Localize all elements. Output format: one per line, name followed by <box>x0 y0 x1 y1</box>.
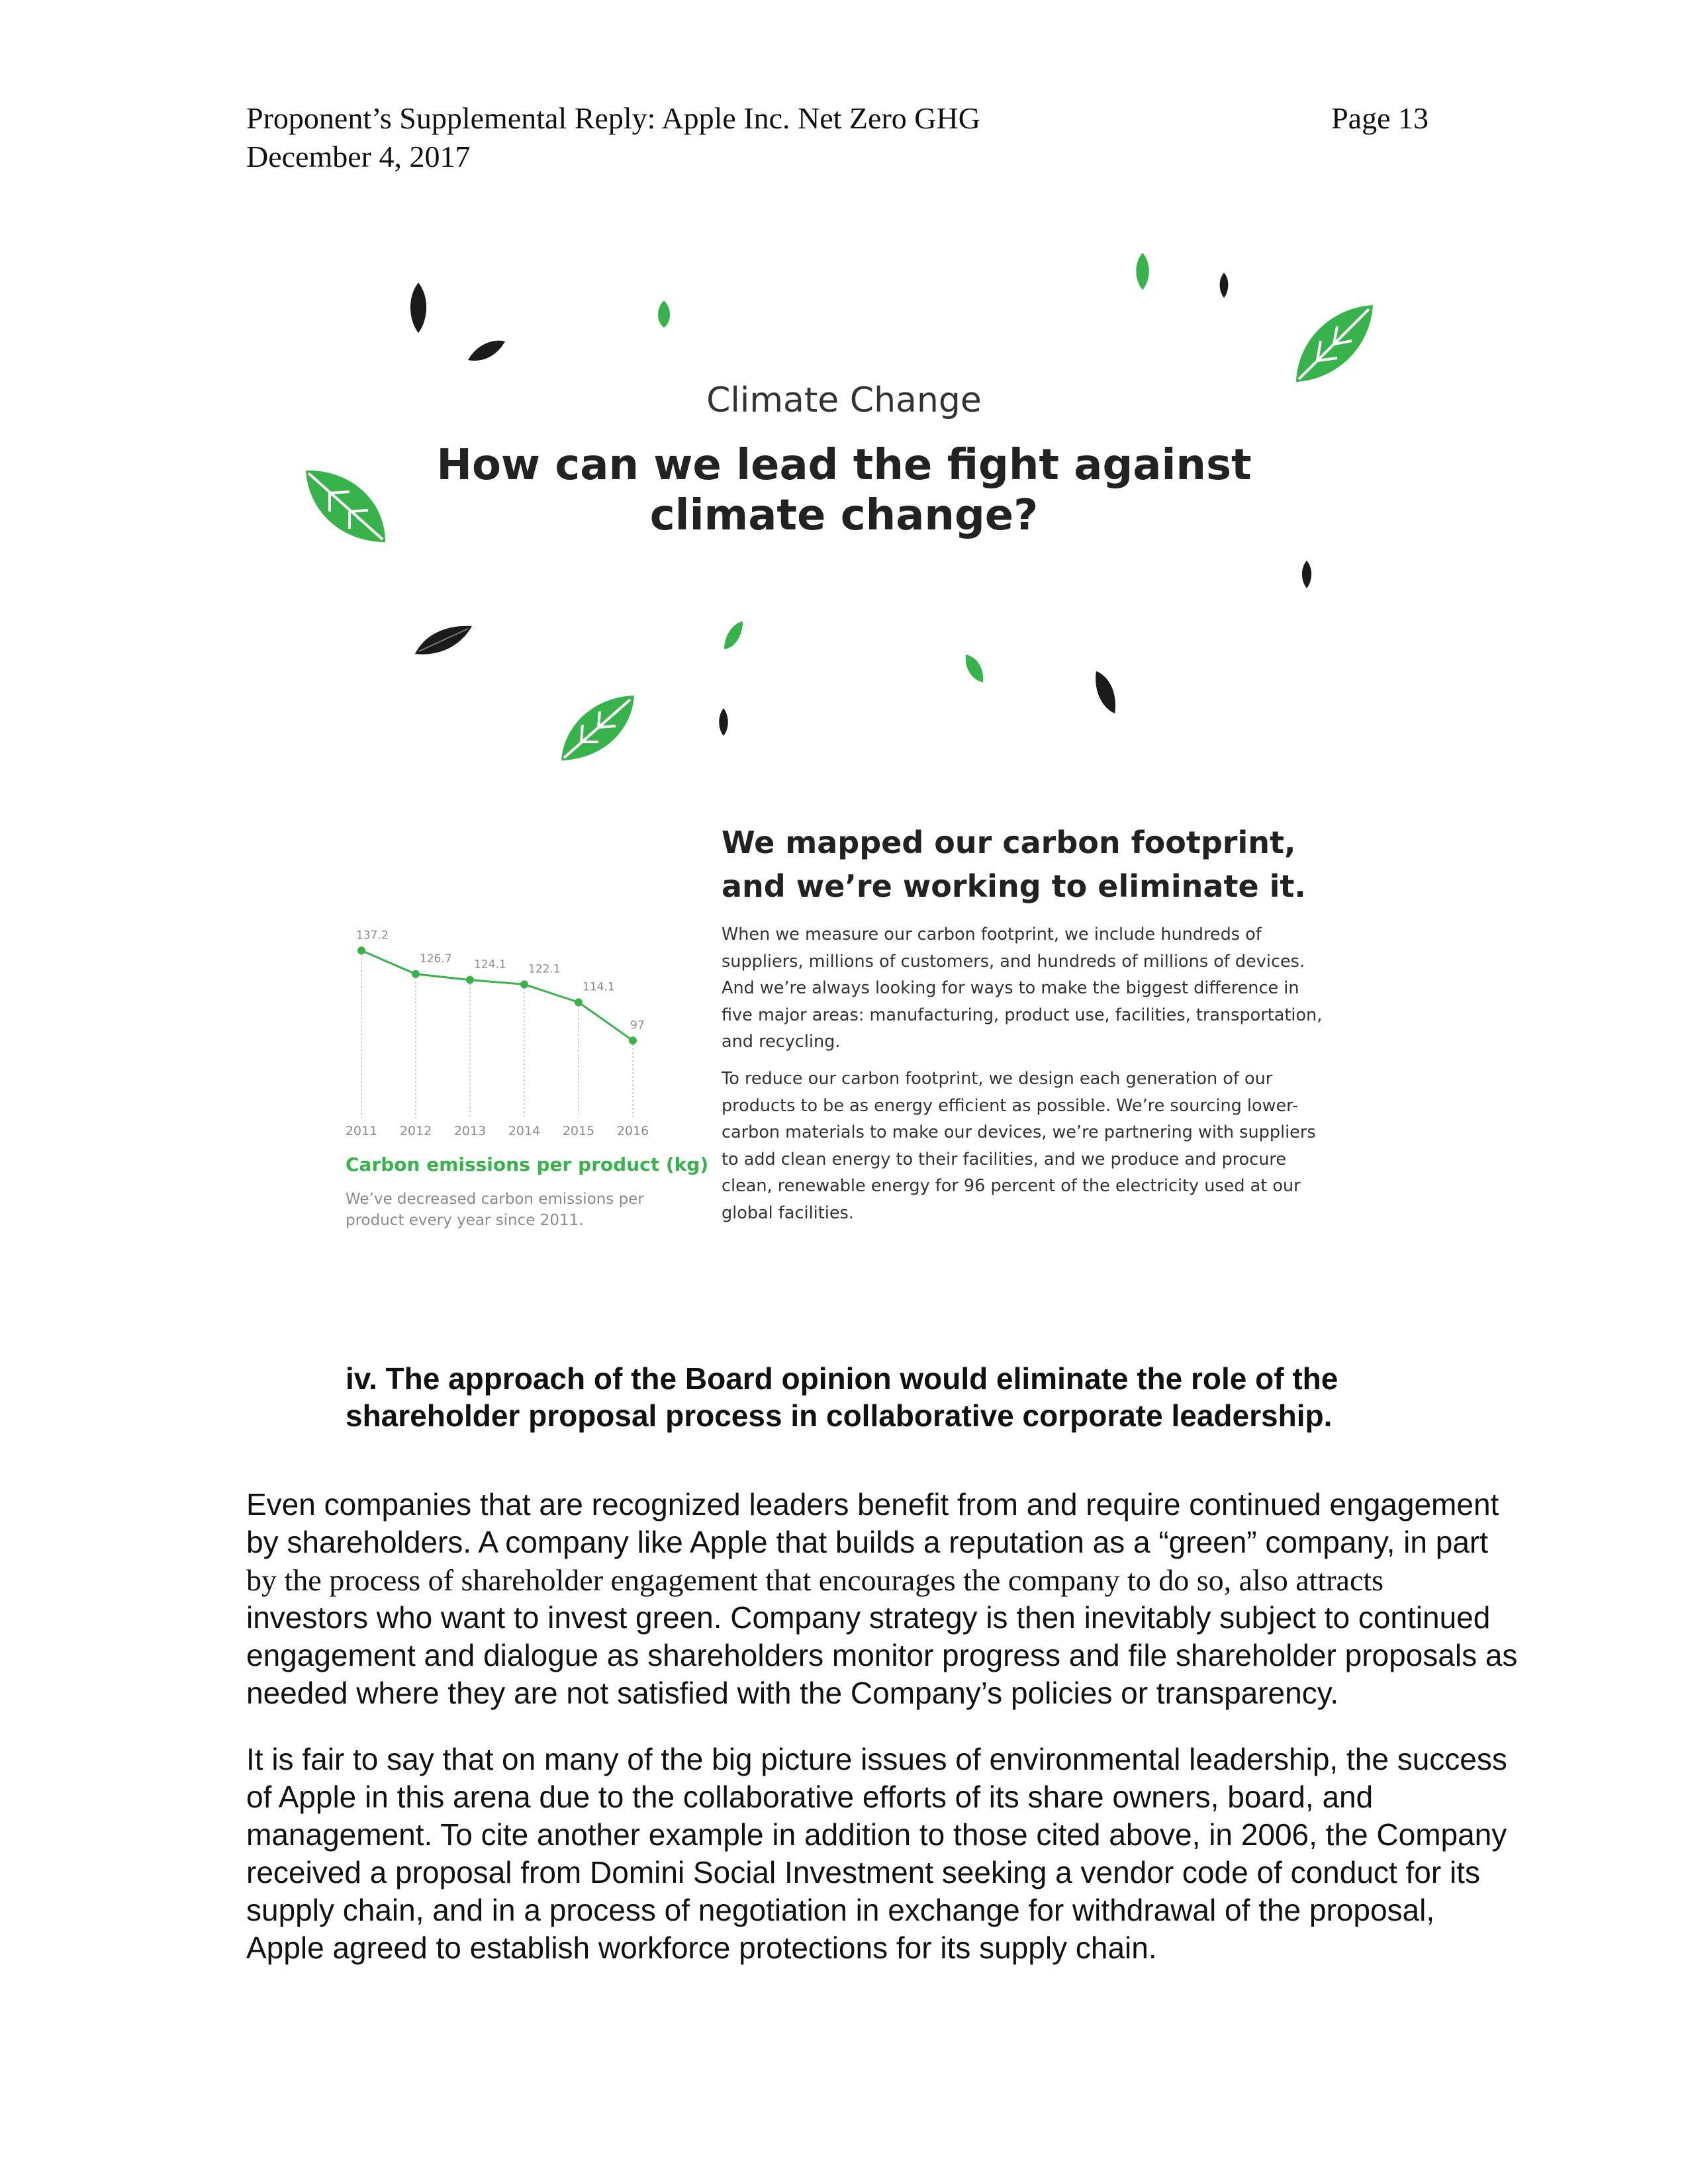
paragraph-line: engagement and dialogue as shareholders monitor progress and file shareholder proposals as <box>246 1638 1518 1672</box>
x-tick-label: 2012 <box>399 1124 432 1138</box>
data-label: 137.2 <box>356 929 389 942</box>
chart-caption-line: product every year since 2011. <box>346 1212 584 1229</box>
paragraph-line: To reduce our carbon footprint, we design each generation of our <box>722 1069 1273 1089</box>
carbon-emissions-chart <box>331 920 662 1138</box>
leaf-icon <box>1291 301 1377 387</box>
page-number: Page 13 <box>1331 101 1429 135</box>
data-point <box>629 1036 637 1044</box>
leaf-icon <box>557 692 637 764</box>
leaf-icon <box>722 619 745 652</box>
data-point <box>357 946 365 954</box>
leaf-icon <box>405 281 432 334</box>
x-tick-label: 2013 <box>453 1124 487 1138</box>
document-header <box>246 99 980 176</box>
chart-caption <box>346 1189 644 1231</box>
figure-paragraph-1 <box>722 921 1383 1056</box>
data-label: 97 <box>630 1019 645 1032</box>
leaf-icon <box>1299 559 1315 590</box>
paragraph-line: to add clean energy to their facilities, and we produce and procure <box>722 1149 1287 1169</box>
paragraph-line: and recycling. <box>722 1032 841 1052</box>
leaf-icon <box>1132 251 1153 291</box>
figure-section-title-line: We mapped our carbon footprint, <box>722 825 1296 860</box>
section-heading-line: iv. The approach of the Board opinion would eliminate the role of the <box>346 1361 1338 1396</box>
paragraph-line: carbon materials to make our devices, we’re partnering with suppliers <box>722 1122 1316 1142</box>
x-tick-label: 2014 <box>508 1124 541 1138</box>
data-label: 122.1 <box>528 962 561 976</box>
data-point <box>575 998 583 1006</box>
leaf-icon <box>467 338 506 364</box>
paragraph-line: It is fair to say that on many of the big picture issues of environmental leadership, the success <box>246 1742 1507 1776</box>
data-label: 114.1 <box>583 980 615 994</box>
document-date: December 4, 2017 <box>246 140 471 173</box>
section-heading-line: shareholder proposal process in collaborative corporate leadership. <box>346 1398 1333 1433</box>
figure-kicker: Climate Change <box>706 381 982 420</box>
paragraph-line: suppliers, millions of customers, and hundreds of millions of devices. <box>722 951 1305 972</box>
x-tick-label: 2011 <box>345 1124 378 1138</box>
body-paragraph-2 <box>246 1741 1507 1967</box>
figure-section-title-line: and we’re working to eliminate it. <box>722 868 1306 904</box>
paragraph-line: products to be as energy efficient as possible. We’re sourcing lower- <box>722 1095 1299 1116</box>
section-heading <box>346 1360 1471 1434</box>
paragraph-line: When we measure our carbon footprint, we include hundreds of <box>722 925 1262 944</box>
data-point <box>412 970 420 978</box>
data-point <box>520 980 528 988</box>
leaf-icon <box>716 707 731 737</box>
figure-headline-line: How can we lead the fight against <box>436 441 1252 490</box>
paragraph-line: supply chain, and in a process of negotiation in exchange for withdrawal of the proposal, <box>246 1893 1435 1927</box>
paragraph-line: management. To cite another example in addition to those cited above, in 2006, the Company <box>246 1817 1507 1852</box>
paragraph-line: by shareholders. A company like Apple that builds a reputation as a “green” company, in part <box>246 1525 1489 1559</box>
leaf-icon <box>963 652 986 685</box>
data-label: 124.1 <box>474 958 506 972</box>
chart-caption-title: Carbon emissions per product (kg) <box>346 1154 709 1175</box>
chart-caption-line: We’ve decreased carbon emissions per <box>346 1191 644 1208</box>
paragraph-line: received a proposal from Domini Social Investment seeking a vendor code of conduct for its <box>246 1855 1480 1889</box>
x-tick-label: 2016 <box>616 1124 649 1138</box>
leaf-icon <box>1092 668 1119 716</box>
paragraph-line: Apple agreed to establish workforce protections for its supply chain. <box>246 1931 1157 1965</box>
paragraph-line: Even companies that are recognized leaders benefit from and require continued engagement <box>246 1487 1499 1522</box>
figure-headline-line: climate change? <box>649 491 1039 540</box>
paragraph-line: by the process of shareholder engagement that encourages the company to do so, also attracts <box>246 1563 1384 1597</box>
figure-headline <box>0 440 1688 541</box>
x-tick-label: 2015 <box>562 1124 595 1138</box>
leaf-icon <box>654 299 674 329</box>
figure-paragraph-2 <box>722 1066 1383 1226</box>
data-label: 126.7 <box>420 952 452 966</box>
paragraph-line: five major areas: manufacturing, product use, facilities, transportation, <box>722 1005 1323 1025</box>
leaf-icon <box>1217 271 1231 299</box>
data-point <box>466 976 474 984</box>
paragraph-line: investors who want to invest green. Company strategy is then inevitably subject to continued <box>246 1600 1491 1635</box>
paragraph-line: global facilities. <box>722 1203 854 1223</box>
figure-section-title <box>722 821 1383 908</box>
leaf-icon <box>414 623 473 657</box>
paragraph-line: needed where they are not satisfied with the Company’s policies or transparency. <box>246 1676 1339 1710</box>
body-paragraph-1 <box>246 1486 1518 1712</box>
paragraph-line: clean, renewable energy for 96 percent of the electricity used at our <box>722 1176 1301 1196</box>
document-title: Proponent’s Supplemental Reply: Apple Inc. Net Zero GHG <box>246 101 980 135</box>
paragraph-line: of Apple in this arena due to the collaborative efforts of its share owners, board, and <box>246 1780 1374 1814</box>
paragraph-line: And we’re always looking for ways to make the biggest difference in <box>722 978 1299 998</box>
